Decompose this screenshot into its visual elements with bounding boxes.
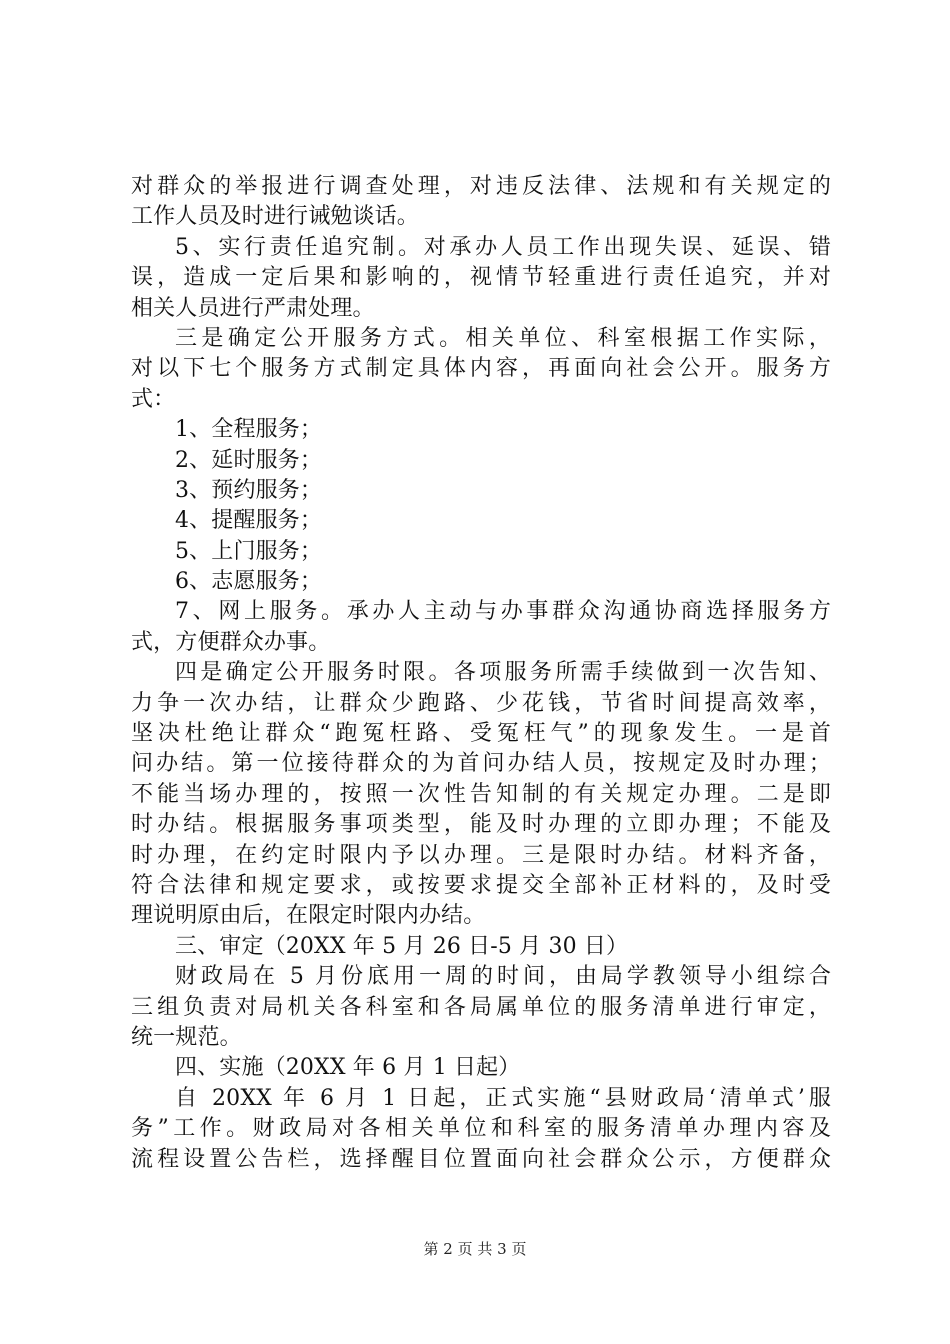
text-line: 时办结。根据服务事项类型，能及时办理的立即办理；不能及 bbox=[131, 812, 831, 838]
text-line: 式，方便群众办事。 bbox=[131, 629, 331, 655]
text-line: 5、上门服务； bbox=[175, 538, 323, 564]
text-line: 三、审定（20XX 年 5 月 26 日-5 月 30 日） bbox=[175, 933, 629, 959]
text-line: 问办结。第一位接待群众的为首问办结人员，按规定及时办理； bbox=[131, 751, 831, 777]
text-line: 统一规范。 bbox=[131, 1024, 242, 1050]
text-line: 自 20XX 年 6 月 1 日起，正式实施“县财政局‘清单式’服 bbox=[175, 1085, 831, 1111]
text-line: 式： bbox=[131, 386, 176, 412]
text-line: 相关人员进行严肃处理。 bbox=[131, 295, 375, 321]
text-line: 不能当场办理的，按照一次性告知制的有关规定办理。二是即 bbox=[131, 781, 831, 807]
text-line: 5、实行责任追究制。对承办人员工作出现失误、延误、错 bbox=[175, 234, 831, 260]
text-line: 时办理，在约定时限内予以办理。三是限时办结。材料齐备， bbox=[131, 842, 831, 868]
text-line: 务”工作。财政局对各相关单位和科室的服务清单办理内容及 bbox=[131, 1116, 831, 1142]
text-line: 4、提醒服务； bbox=[175, 508, 323, 534]
text-line: 三组负责对局机关各科室和各局属单位的服务清单进行审定， bbox=[131, 994, 831, 1020]
text-line: 财政局在 5 月份底用一周的时间，由局学教领导小组综合 bbox=[175, 964, 831, 990]
text-line: 流程设置公告栏，选择醒目位置面向社会群众公示，方便群众 bbox=[131, 1146, 831, 1172]
text-line: 四是确定公开服务时限。各项服务所需手续做到一次告知、 bbox=[175, 660, 831, 686]
page-footer: 第 2 页 共 3 页 bbox=[423, 1240, 527, 1258]
text-line: 对群众的举报进行调查处理，对违反法律、法规和有关规定的 bbox=[131, 174, 831, 199]
text-line: 力争一次办结，让群众少跑路、少花钱，节省时间提高效率， bbox=[131, 690, 831, 716]
text-line: 6、志愿服务； bbox=[175, 569, 323, 595]
text-line: 理说明原由后，在限定时限内办结。 bbox=[131, 903, 486, 929]
text-line: 1、全程服务； bbox=[175, 417, 323, 443]
text-line: 坚决杜绝让群众“跑冤枉路、受冤枉气”的现象发生。一是首 bbox=[131, 721, 831, 747]
text-line: 符合法律和规定要求，或按要求提交全部补正材料的，及时受 bbox=[131, 872, 831, 898]
text-line: 误，造成一定后果和影响的，视情节轻重进行责任追究，并对 bbox=[131, 265, 831, 291]
text-line: 2、延时服务； bbox=[175, 447, 323, 473]
document-body bbox=[131, 172, 831, 1175]
text-line: 7、网上服务。承办人主动与办事群众沟通协商选择服务方 bbox=[175, 599, 831, 625]
text-line: 对以下七个服务方式制定具体内容，再面向社会公开。服务方 bbox=[131, 356, 831, 382]
text-line: 三是确定公开服务方式。相关单位、科室根据工作实际， bbox=[175, 325, 831, 351]
text-line: 工作人员及时进行诫勉谈话。 bbox=[131, 204, 419, 230]
text-line: 四、实施（20XX 年 6 月 1 日起） bbox=[175, 1055, 521, 1081]
text-line: 3、预约服务； bbox=[175, 477, 323, 503]
